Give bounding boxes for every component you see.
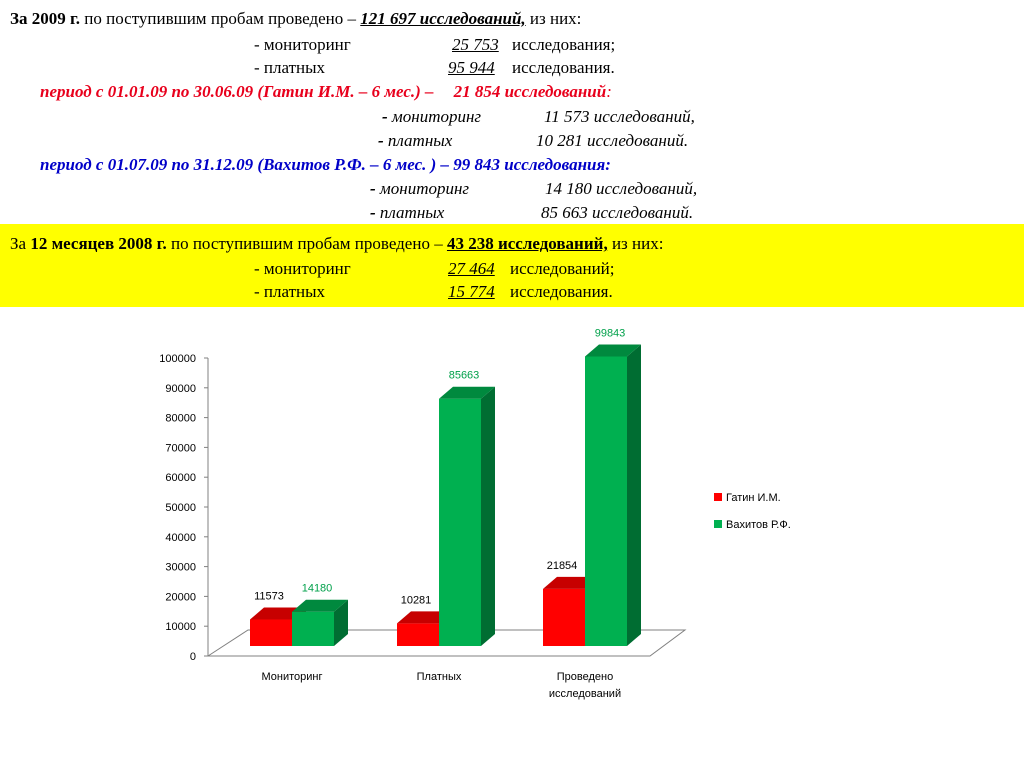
bar-front — [543, 589, 585, 646]
data-label: 14180 — [301, 582, 333, 595]
data-label: 21854 — [546, 559, 578, 572]
period1-paid-text: платных — [387, 131, 453, 150]
y-tick-label: 30000 — [165, 561, 196, 574]
period1-colon: : — [606, 82, 612, 101]
data-label: 10281 — [400, 594, 432, 607]
paid-2008-label: - платных — [254, 282, 326, 301]
y-tick-label: 0 — [189, 651, 196, 663]
period2-total: 99 843 исследования: — [453, 155, 611, 174]
bar-front — [292, 612, 334, 646]
x-category-label: Платных — [416, 671, 462, 683]
y-tick-label: 100000 — [159, 353, 196, 365]
summary-2008-text: по поступившим пробам проведено – — [166, 234, 447, 253]
legend-label: Гатин И.М. — [726, 492, 781, 504]
y-tick-label: 50000 — [165, 502, 196, 514]
summary-2008-prefix: За — [10, 234, 31, 253]
bar-front — [585, 356, 627, 646]
paid-2008-value: 15 774 — [448, 282, 495, 301]
period1-monitoring-text: мониторинг — [391, 107, 482, 126]
total-2009: 121 697 исследований, — [360, 9, 526, 28]
period2-title — [40, 155, 611, 175]
period2-monitoring-value: 14 180 исследований, — [545, 179, 698, 198]
period2-monitoring-label — [370, 179, 469, 199]
paid-2009-label: - платных — [254, 58, 326, 77]
bar-front — [250, 620, 292, 646]
legend-label: Вахитов Р.Ф. — [726, 519, 791, 531]
summary-2008-line — [10, 234, 663, 254]
monitoring-2009-value: 25 753 — [452, 35, 499, 54]
summary-2008-suffix: из них: — [607, 234, 664, 253]
total-2008: 43 238 исследований, — [446, 234, 608, 253]
y-tick-label: 20000 — [165, 591, 196, 604]
monitoring-2009-label: - мониторинг — [254, 35, 351, 54]
period1-title-text: период с 01.01.09 по 30.06.09 (Гатин И.М. – 6 мес.) – — [40, 82, 434, 101]
period-2008-label: 12 месяцев 2008 г. — [30, 234, 167, 253]
period1-total: 21 854 исследований — [453, 82, 607, 101]
year-2009-label: За 2009 г. — [10, 9, 81, 28]
period1-paid-dash: - — [378, 131, 384, 150]
paid-2008-unit: исследования. — [510, 282, 613, 301]
y-tick-label: 10000 — [165, 621, 196, 634]
data-label: 85663 — [448, 369, 480, 382]
bar-front — [439, 399, 481, 646]
period1-paid-label — [378, 131, 452, 151]
data-label: 99843 — [594, 327, 626, 340]
paid-2009-value: 95 944 — [448, 58, 495, 77]
x-category-label: Мониторинг — [261, 671, 323, 683]
bar-side — [481, 387, 495, 646]
period2-monitoring-dash: - — [370, 179, 376, 198]
summary-2009-text: по поступившим пробам проведено – — [80, 9, 361, 28]
monitoring-2009-unit: исследования; — [512, 35, 616, 54]
paid-2009-unit: исследования. — [512, 58, 615, 77]
period1-paid-value: 10 281 исследований. — [536, 131, 689, 150]
monitoring-2008-label: - мониторинг — [254, 259, 351, 278]
summary-2009-line — [10, 9, 581, 29]
x-category-label: исследований — [548, 688, 622, 700]
period1-title — [40, 82, 612, 102]
period2-paid-value: 85 663 исследований. — [541, 203, 694, 222]
legend-swatch — [714, 520, 722, 528]
period1-monitoring-value: 11 573 исследований, — [544, 107, 695, 126]
period2-paid-dash: - — [370, 203, 376, 222]
y-tick-label: 90000 — [165, 382, 196, 395]
legend-swatch — [714, 493, 722, 501]
data-label: 11573 — [254, 590, 284, 603]
summary-2008-panel — [0, 224, 1024, 307]
monitoring-2008-unit: исследований; — [510, 259, 615, 278]
studies-bar-chart — [0, 310, 1024, 710]
x-category-label: Проведено — [556, 671, 614, 683]
monitoring-2008-value: 27 464 — [448, 259, 495, 278]
y-tick-label: 70000 — [165, 442, 196, 455]
period2-title-text: период с 01.07.09 по 31.12.09 (Вахитов Р.Ф. – 6 мес. ) – — [40, 155, 450, 174]
y-tick-label: 60000 — [165, 472, 196, 485]
bar-side — [627, 344, 641, 646]
period1-monitoring-dash: - — [382, 107, 388, 126]
period2-paid-label — [370, 203, 444, 223]
bar-front — [397, 623, 439, 646]
period2-monitoring-text: мониторинг — [379, 179, 470, 198]
period1-monitoring-label — [382, 107, 481, 127]
period2-paid-text: платных — [379, 203, 445, 222]
y-tick-label: 40000 — [165, 531, 196, 544]
y-tick-label: 80000 — [165, 412, 196, 425]
summary-2009-suffix: из них: — [525, 9, 582, 28]
